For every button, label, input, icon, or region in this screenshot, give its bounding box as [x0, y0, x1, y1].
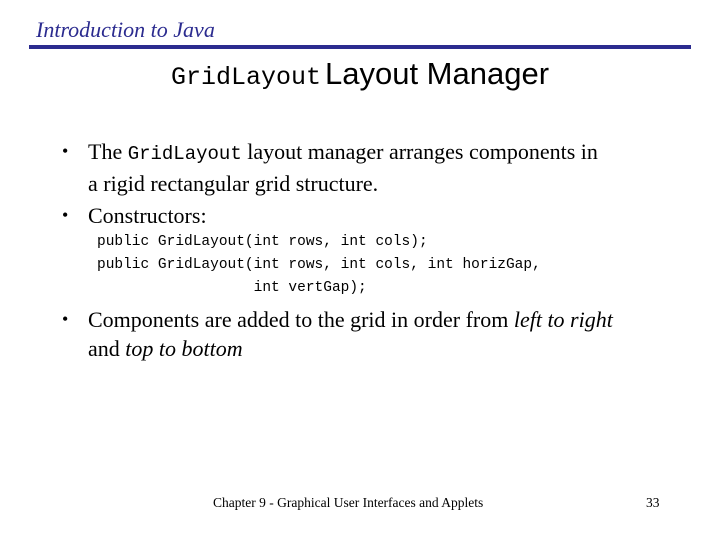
- bullet-icon: •: [62, 141, 69, 161]
- header-rule: [29, 45, 691, 49]
- slide-title: [0, 56, 720, 92]
- bullet-text: and: [88, 336, 126, 361]
- header-title: Introduction to Java: [36, 17, 215, 42]
- slide-title-text: Layout Manager: [324, 56, 550, 91]
- code-line: public GridLayout(int rows, int cols, int horizGap,: [97, 257, 541, 273]
- bullet-icon: •: [62, 205, 69, 225]
- bullet-code: GridLayout: [127, 143, 242, 165]
- slide-title-code: GridLayout: [170, 63, 321, 92]
- code-line: public GridLayout(int rows, int cols);: [97, 234, 428, 250]
- bullet-text: layout manager arranges components in: [241, 139, 598, 164]
- bullet-text: Constructors:: [88, 203, 207, 228]
- code-block: [97, 231, 541, 300]
- bullet-text: a rigid rectangular grid structure.: [88, 171, 379, 196]
- bullet-text-italic: top to bottom: [125, 336, 243, 361]
- bullet-text: The: [88, 139, 128, 164]
- bullet-text: Components are added to the grid in order from: [88, 307, 514, 332]
- footer-page-number: 33: [646, 495, 660, 510]
- bullet-icon: •: [62, 309, 69, 329]
- bullet-text-italic: left to right: [513, 307, 613, 332]
- footer-chapter: Chapter 9 - Graphical User Interfaces and Applets: [213, 495, 484, 510]
- code-line: int vertGap);: [97, 280, 367, 296]
